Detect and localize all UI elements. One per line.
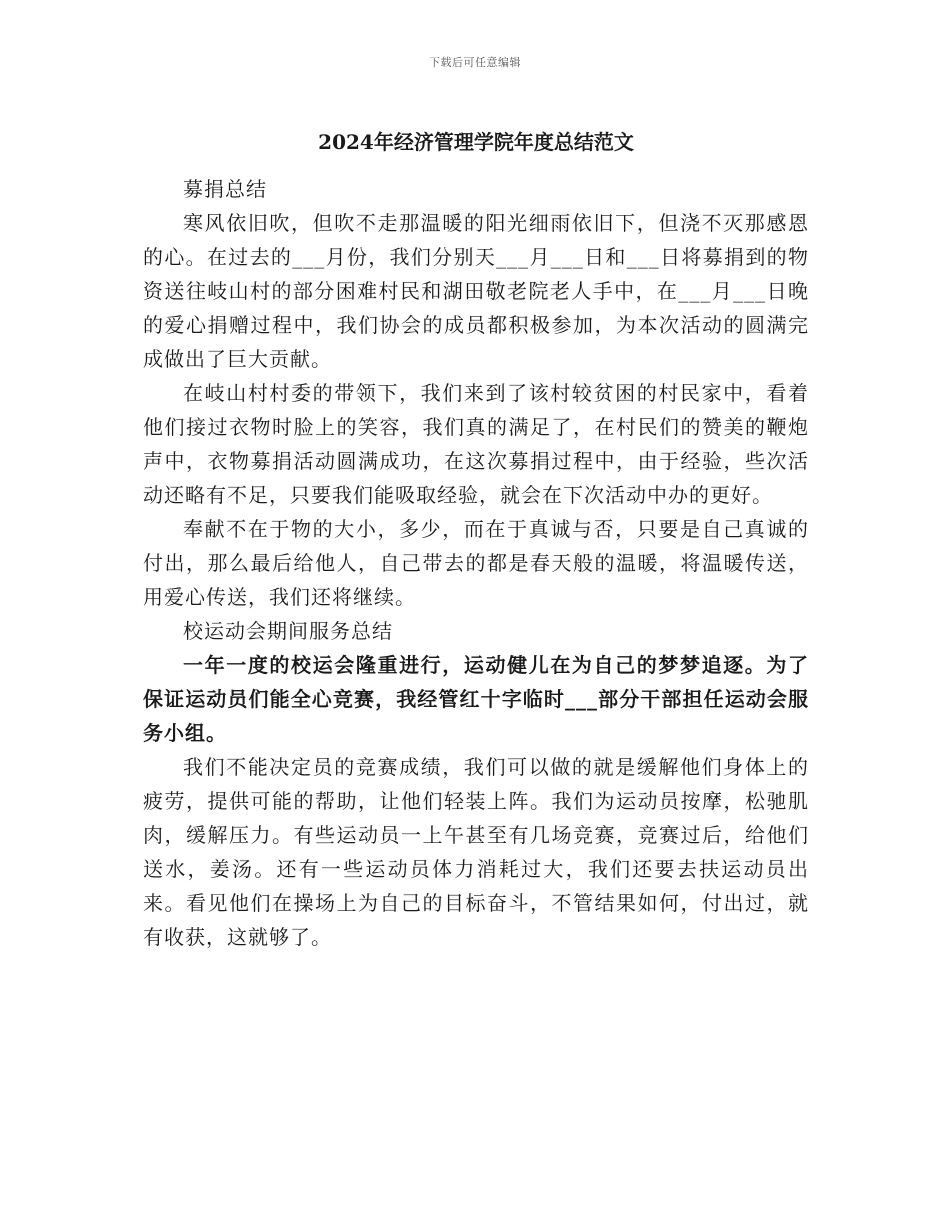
- paragraph: 我们不能决定员的竞赛成绩，我们可以做的就是缓解他们身体上的疲劳，提供可能的帮助，让他们轻装上阵。我们为运动员按摩，松驰肌肉，缓解压力。有些运动员一上午甚至有几场竞赛，竞赛过后，给他们送水，姜汤。还有一些运动员体力消耗过大，我们还要去扶运动员出来。看见他们在操场上为自己的目标奋斗，不管结果如何，付出过，就有收获，这就够了。: [143, 755, 809, 949]
- document-body: [143, 124, 809, 954]
- title-spacer: [143, 160, 809, 172]
- paragraph-heading-sports-meet: 校运动会期间服务总结: [183, 619, 393, 643]
- paragraph: 奉献不在于物的大小，多少，而在于真诚与否，只要是自己真诚的付出，那么最后给他人，自己带去的都是春天般的温暖，将温暖传送，用爱心传送，我们还将继续。: [143, 517, 809, 609]
- paragraph: 在岐山村村委的带领下，我们来到了该村较贫困的村民家中，看着他们接过衣物时脸上的笑容，我们真的满足了，在村民们的赞美的鞭炮声中，衣物募捐活动圆满成功，在这次募捐过程中，由于经验，些次活动还略有不足，只要我们能吸取经验，就会在下次活动中办的更好。: [143, 381, 809, 507]
- paragraph-heading-donation: 募捐总结: [183, 177, 267, 201]
- paragraph: 寒风依旧吹，但吹不走那温暖的阳光细雨依旧下，但浇不灭那感恩的心。在过去的___月份，我们分别天___月___日和___日将募捐到的物资送往岐山村的部分困难村民和湖田敬老院老人手中，在___月___日晚的爱心捐赠过程中，我们协会的成员都积极参加，为本次活动的圆满完成做出了巨大贡献。: [143, 211, 809, 371]
- document-title: 2024年经济管理学院年度总结范文: [318, 130, 634, 154]
- paragraph-bold: 一年一度的校运会隆重进行，运动健儿在为自己的梦梦追逐。为了保证运动员们能全心竞赛，我经管红十字临时___部分干部担任运动会服务小组。: [143, 653, 809, 745]
- header-note: 下载后可任意编辑: [429, 56, 521, 69]
